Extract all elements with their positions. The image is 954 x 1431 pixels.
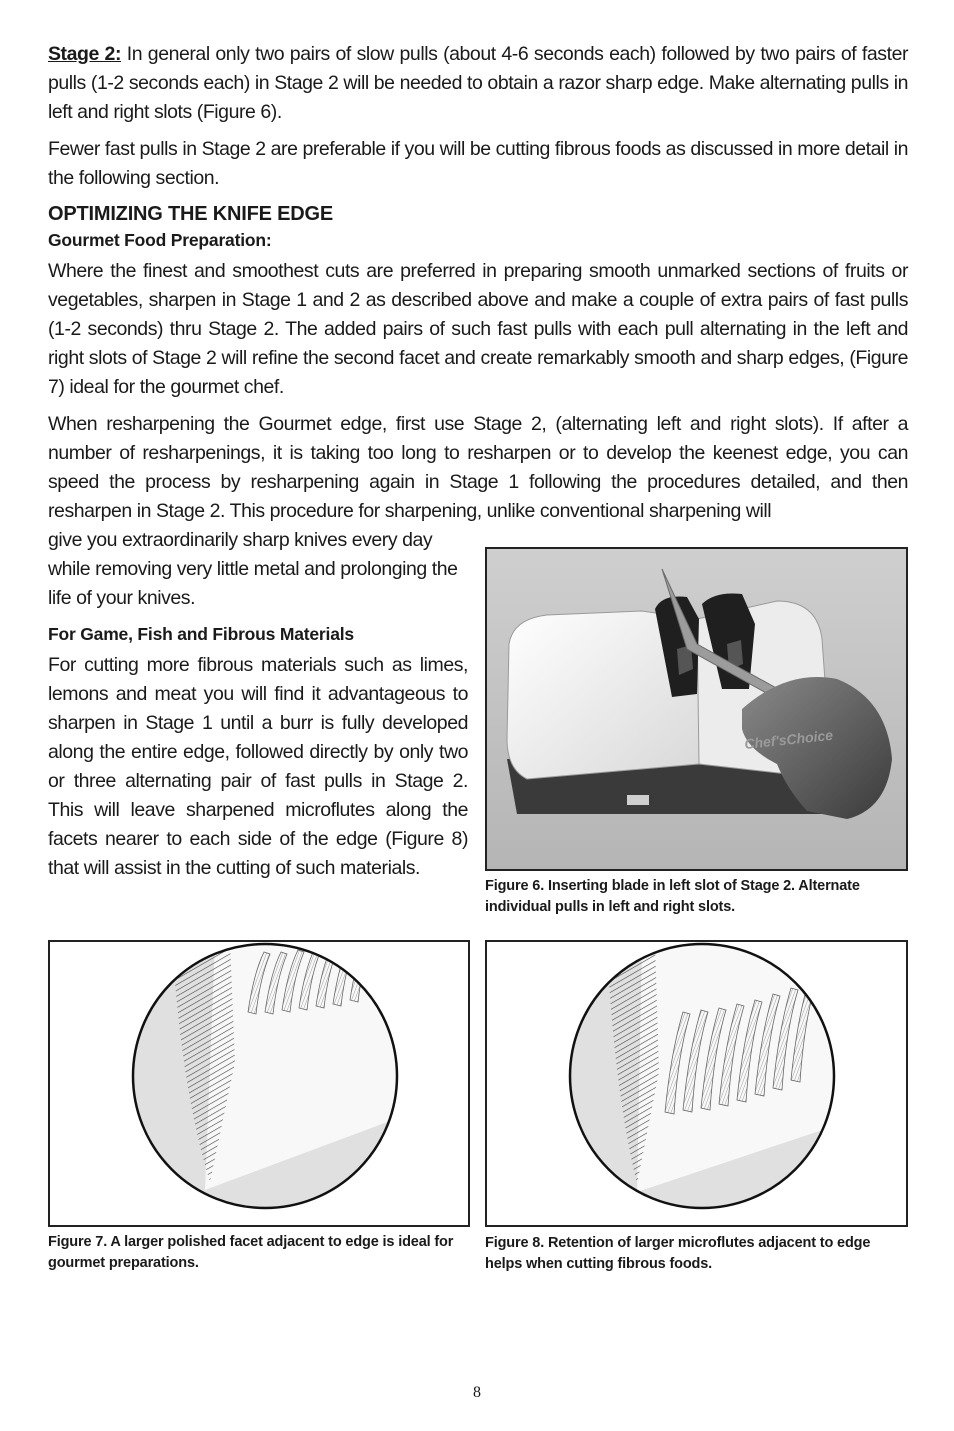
figure-7-caption: Figure 7. A larger polished facet adjacent to edge is ideal for gourmet preparations. — [48, 1234, 454, 1271]
figure-6-photo — [485, 547, 908, 871]
resharpen-paragraph: When resharpening the Gourmet edge, first use Stage 2, (alternating left and right slots). If after a number of resharpenings, it is taking too long to resharpen or to develop the keenest edge, you can speed the process by resharpening again in Stage 1 following the procedures detailed, and then resharpen in Stage 2. This procedure for sharpening, unlike conventional sharpening will — [48, 413, 908, 522]
figure-7-diagram — [48, 940, 470, 1227]
stage2-text: In general only two pairs of slow pulls (about 4-6 seconds each) followed by two pairs of faster pulls (1-2 seconds each) in Stage 2 will be needed to obtain a razor sharp edge. Make alternating pulls in left and right slots (Figure 6). — [48, 43, 909, 123]
gourmet-heading: Gourmet Food Preparation: — [48, 230, 272, 250]
left-column — [48, 526, 468, 883]
section-heading: OPTIMIZING THE KNIFE EDGE — [48, 203, 334, 225]
figure-8-caption: Figure 8. Retention of larger microflutes adjacent to edge helps when cutting fibrous foods. — [485, 1235, 871, 1272]
stage2-lead: Stage 2: — [48, 43, 122, 65]
figure-6-caption: Figure 6. Inserting blade in left slot of Stage 2. Alternate individual pulls in left and right slots. — [485, 878, 860, 915]
microflutes-illustration — [487, 942, 906, 1225]
game-heading: For Game, Fish and Fibrous Materials — [48, 624, 354, 644]
figure-8-diagram — [485, 940, 908, 1227]
brand-label: Chef'sChoice — [743, 726, 834, 752]
game-paragraph: For cutting more fibrous materials such as limes, lemons and meat you will find it advantageous to sharpen in Stage 1 until a burr is fully developed along the entire edge, followed directly by only two or three alternating pair of fast pulls in Stage 2. This will leave sharpened microflutes along the facets nearer to each side of the edge (Figure 8) that will assist in the cutting of such materials. — [48, 654, 468, 879]
stage2-paragraph-2: Fewer fast pulls in Stage 2 are preferable if you will be cutting fibrous foods as discussed in more detail in the following section. — [48, 138, 908, 189]
sharpener-illustration — [487, 549, 906, 869]
stage2-paragraph — [48, 40, 908, 127]
gourmet-paragraph: Where the finest and smoothest cuts are preferred in preparing smooth unmarked sections of fruits or vegetables, sharpen in Stage 1 and 2 as described above and make a couple of extra pairs of fast pulls (1-2 seconds) thru Stage 2. The added pairs of such fast pulls with each pull alternating in the left and right slots of Stage 2 will refine the second facet and create remarkably smooth and sharp edges, (Figure 7) ideal for the gourmet chef. — [48, 260, 908, 398]
polished-facet-illustration — [50, 942, 468, 1225]
resharpen-continued: give you extraordinarily sharp knives every day while removing very little metal and prolonging the life of your knives. — [48, 529, 458, 609]
page-number: 8 — [473, 1384, 481, 1401]
